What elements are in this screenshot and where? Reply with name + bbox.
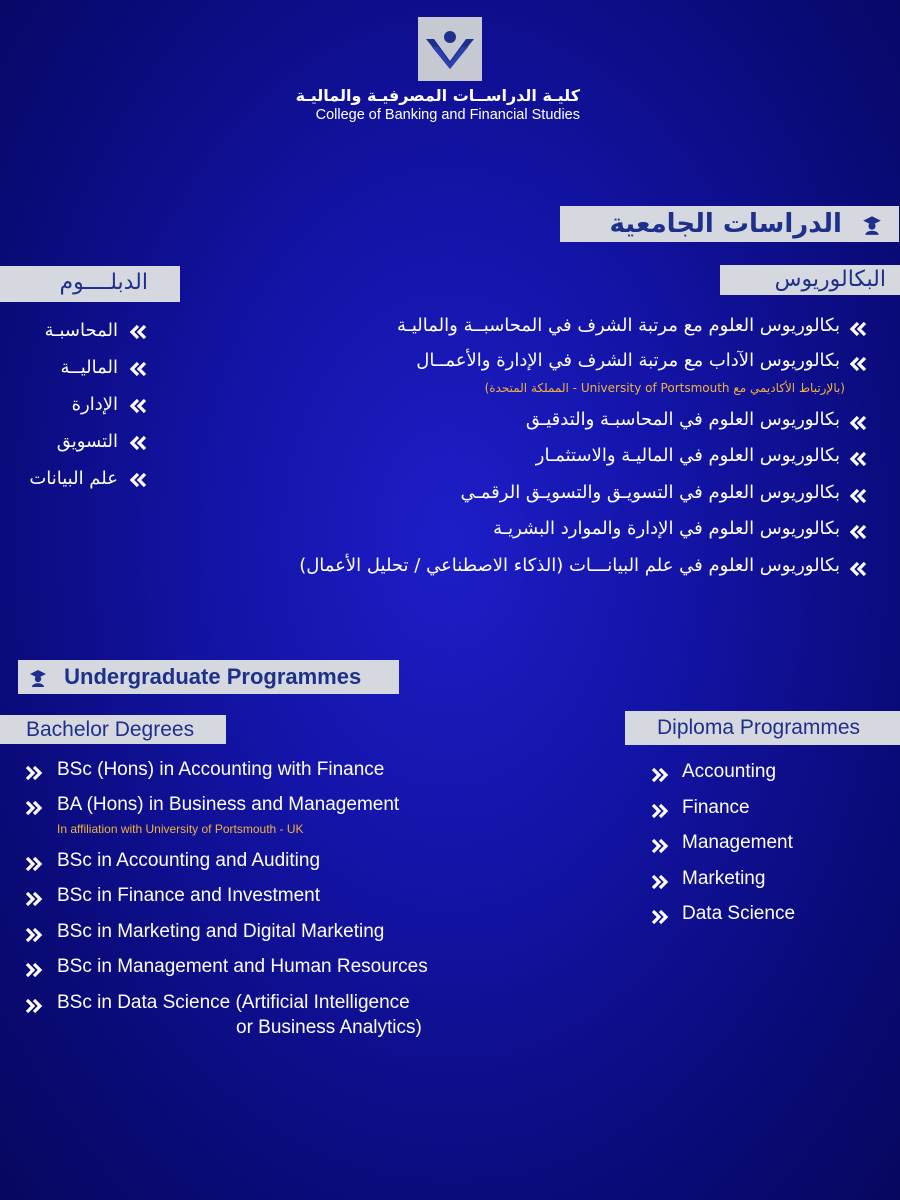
english-bachelor-item-label: BSc in Data Science (Artificial Intelligence: [57, 992, 410, 1013]
arabic-section-title: [560, 206, 899, 242]
chevron-bullet-icon: [848, 559, 868, 579]
english-diploma-title: Diploma Programmes: [625, 711, 900, 745]
chevron-bullet-icon: [848, 319, 868, 339]
arabic-bachelor-item-label: بكالوريوس العلوم في المحاسبـة والتدقيـق: [525, 409, 840, 430]
arabic-bachelor-item-label: بكالوريوس العلوم في الماليـة والاستثمـار: [535, 445, 840, 466]
english-affiliation-note: In affiliation with University of Portsmouth - UK: [57, 822, 304, 836]
chevron-bullet-icon: [24, 798, 44, 818]
english-bachelor-item-label: BSc in Management and Human Resources: [57, 956, 428, 977]
english-bachelor-item-label: BSc (Hons) in Accounting with Finance: [57, 759, 385, 780]
arabic-affiliation-note: (بالإرتباط الأكاديمي مع University of Portsmouth - المملكة المتحدة): [484, 381, 845, 395]
arabic-bachelor-item-label: بكالوريوس الآداب مع مرتبة الشرف في الإدارة والأعمــال: [416, 350, 840, 371]
english-bachelor-item-label: BSc in Accounting and Auditing: [57, 850, 321, 871]
chevron-bullet-icon: [650, 801, 670, 821]
chevron-bullet-icon: [128, 396, 148, 416]
chevron-bullet-icon: [848, 413, 868, 433]
english-bachelor-item-label: BA (Hons) in Business and Management: [57, 794, 400, 815]
arabic-diploma-item-label: علم البيانات: [29, 468, 118, 489]
arabic-diploma-item-label: الماليــة: [60, 357, 118, 378]
english-diploma-item-label: Marketing: [682, 868, 766, 889]
chevron-bullet-icon: [848, 449, 868, 469]
chevron-bullet-icon: [128, 470, 148, 490]
english-diploma-item-label: Data Science: [682, 903, 796, 924]
graduate-icon: [861, 214, 883, 236]
chevron-bullet-icon: [848, 486, 868, 506]
arabic-diploma-title: الدبلــــوم: [0, 266, 180, 302]
chevron-bullet-icon: [128, 322, 148, 342]
arabic-bachelor-item-label: بكالوريوس العلوم في التسويـق والتسويـق الرقمـي: [460, 482, 840, 503]
arabic-diploma-item-label: المحاسبـة: [44, 320, 118, 341]
chevron-bullet-icon: [24, 854, 44, 874]
college-name-english: College of Banking and Financial Studies: [315, 107, 580, 123]
english-bachelor-item-continuation-label: or Business Analytics): [236, 1017, 422, 1038]
chevron-bullet-icon: [650, 765, 670, 785]
logo-emblem-icon: [418, 17, 482, 81]
arabic-bachelor-item-label: بكالوريوس العلوم في الإدارة والموارد البشريـة: [493, 518, 840, 539]
arabic-bachelor-item-label: بكالوريوس العلوم في علم البيانـــات (الذكاء الاصطناعي / تحليل الأعمال): [299, 555, 840, 576]
chevron-bullet-icon: [128, 433, 148, 453]
chevron-bullet-icon: [128, 359, 148, 379]
chevron-bullet-icon: [24, 763, 44, 783]
college-logo: [418, 17, 482, 81]
arabic-diploma-item-label: التسويق: [56, 431, 118, 452]
arabic-bachelor-item-label: بكالوريوس العلوم مع مرتبة الشرف في المحاسبــة والماليـة: [396, 315, 840, 336]
chevron-bullet-icon: [24, 996, 44, 1016]
english-diploma-item-label: Management: [682, 832, 793, 853]
college-name-arabic: كليـة الدراســات المصرفيـة والماليـة: [295, 86, 580, 105]
chevron-bullet-icon: [24, 925, 44, 945]
arabic-bachelor-title: البكالوريوس: [720, 265, 900, 295]
english-diploma-item-label: Accounting: [682, 761, 777, 782]
english-section-title: [18, 660, 399, 694]
arabic-diploma-item-label: الإدارة: [71, 394, 118, 415]
english-bachelor-item-label: BSc in Finance and Investment: [57, 885, 320, 906]
english-bachelor-title: Bachelor Degrees: [0, 715, 226, 744]
chevron-bullet-icon: [650, 907, 670, 927]
english-section-title-text: Undergraduate Programmes: [64, 664, 362, 689]
chevron-bullet-icon: [24, 889, 44, 909]
chevron-bullet-icon: [24, 960, 44, 980]
arabic-section-title-text: الدراسات الجامعية: [609, 209, 842, 239]
chevron-bullet-icon: [848, 522, 868, 542]
chevron-bullet-icon: [650, 836, 670, 856]
english-bachelor-item-label: BSc in Marketing and Digital Marketing: [57, 921, 385, 942]
chevron-bullet-icon: [848, 354, 868, 374]
english-diploma-item-label: Finance: [682, 797, 750, 818]
chevron-bullet-icon: [650, 872, 670, 892]
graduate-icon: [28, 668, 48, 688]
